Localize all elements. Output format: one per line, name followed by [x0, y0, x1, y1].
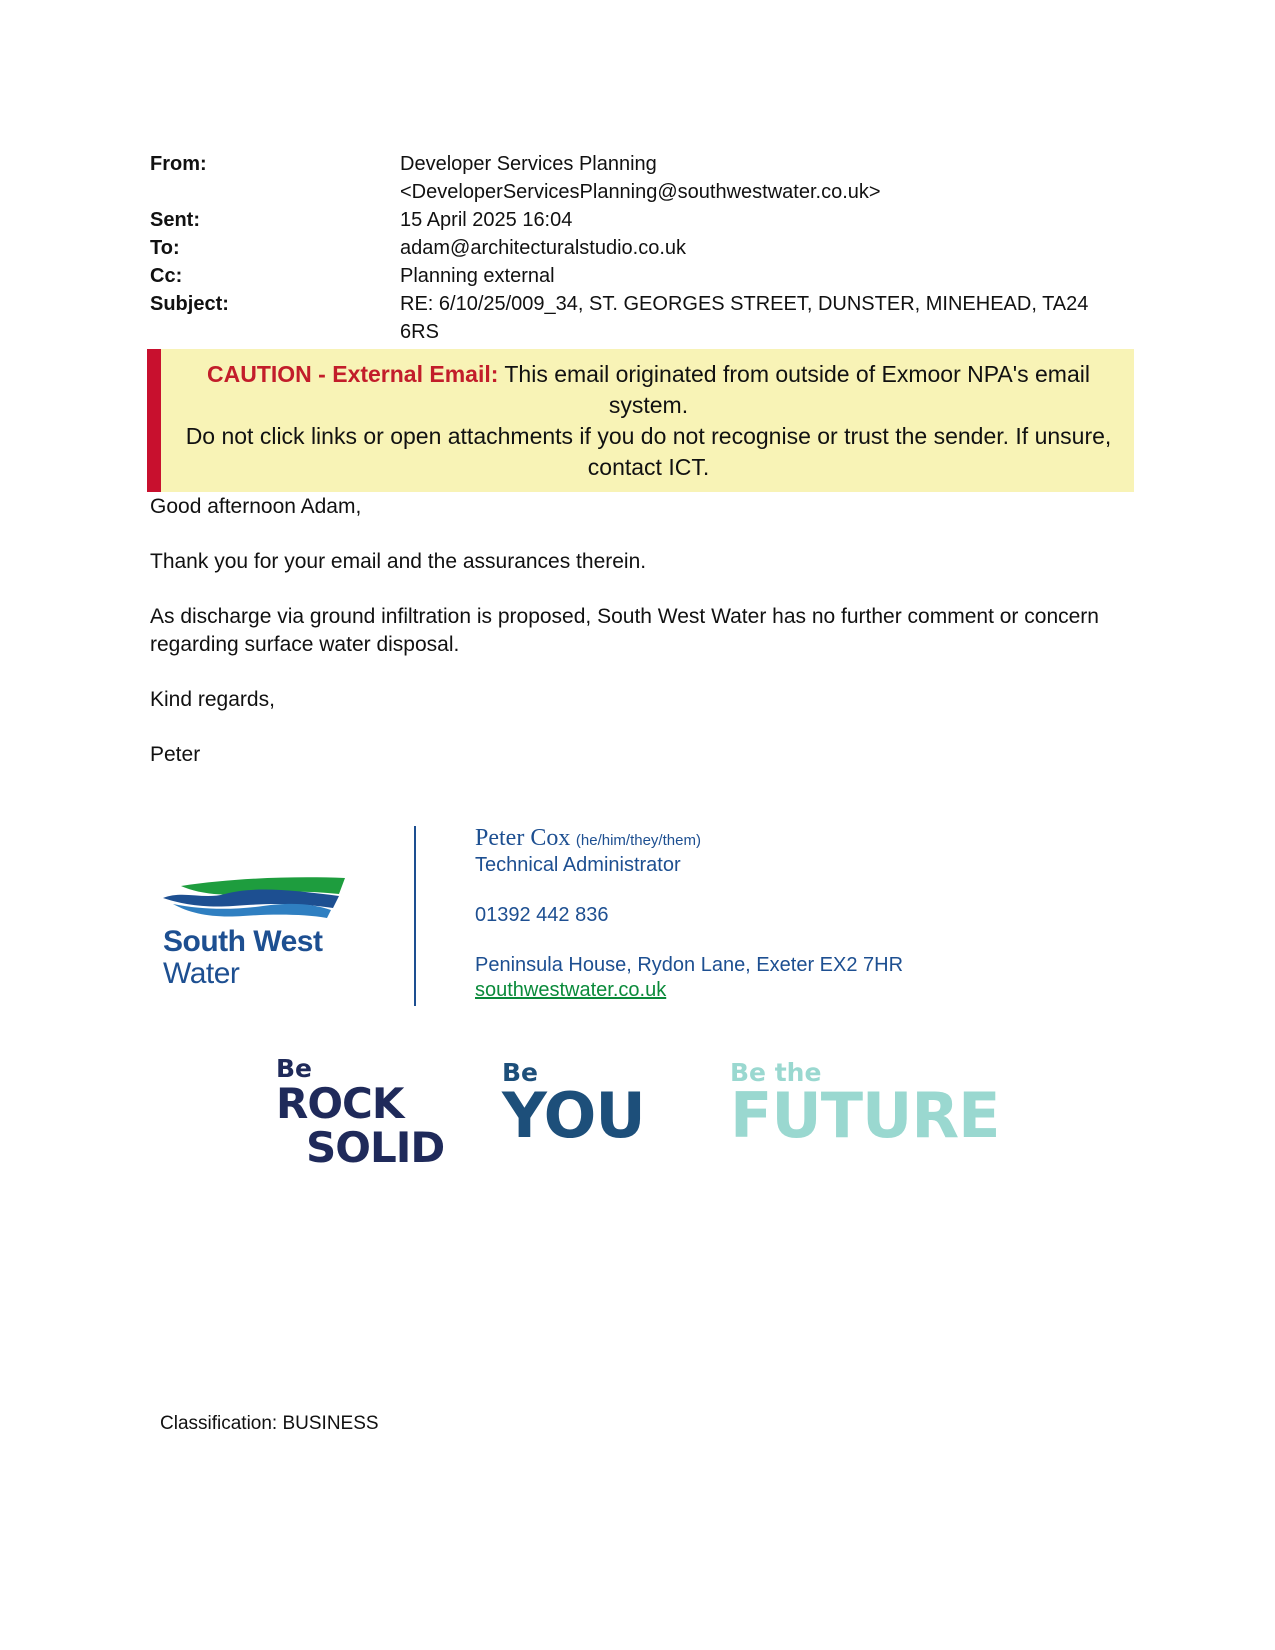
caution-accent-bar: [147, 349, 161, 492]
caution-line2: Do not click links or open attachments if you do not recognise or trust the sender. If unsure, contact ICT.: [185, 423, 1112, 480]
from-email[interactable]: <DeveloperServicesPlanning@southwestwater.co.uk>: [400, 181, 881, 203]
body-paragraph-1: Thank you for your email and the assurances therein.: [150, 550, 647, 573]
v1-line-1: ROCK: [276, 1079, 404, 1128]
south-west-water-logo: [163, 874, 348, 994]
subject-value: RE: 6/10/25/009_34, ST. GEORGES STREET, DUNSTER, MINEHEAD, TA24 6RS: [400, 293, 1089, 343]
caution-line1: This email originated from outside of Exmoor NPA's email system.: [498, 361, 1090, 418]
sent-value: 15 April 2025 16:04: [400, 209, 573, 231]
signature-pronouns: (he/him/they/them): [575, 832, 701, 849]
to-value[interactable]: adam@architecturalstudio.co.uk: [400, 237, 686, 259]
signature-address: Peninsula House, Rydon Lane, Exeter EX2 7HR: [475, 954, 904, 976]
caution-prefix: CAUTION - External Email:: [207, 361, 499, 387]
cc-row: [150, 262, 1130, 290]
from-value: [400, 150, 1130, 206]
external-email-caution-banner: [147, 349, 1134, 492]
body-paragraph-2: As discharge via ground infiltration is proposed, South West Water has no further comment or concern regarding surface water disposal.: [150, 605, 1099, 656]
email-header: [150, 150, 1130, 346]
be-the-future-logo: [730, 1058, 1000, 1152]
logo-line-1: South West: [163, 925, 323, 958]
signature-divider: [414, 826, 416, 1006]
signature-block: [475, 826, 903, 1003]
company-values-banner: [270, 1054, 1010, 1172]
signature-website-link[interactable]: southwestwater.co.uk: [475, 979, 667, 1001]
subject-row: [150, 290, 1130, 346]
signature-phone[interactable]: 01392 442 836: [475, 904, 609, 926]
v3-small: Be the: [730, 1058, 822, 1087]
signature-title: Technical Administrator: [475, 854, 681, 876]
to-row: [150, 234, 1130, 262]
sent-row: [150, 206, 1130, 234]
v1-small: Be: [276, 1054, 313, 1083]
be-you-logo: [502, 1058, 645, 1152]
signature-name-line: [475, 826, 903, 853]
wave-logo-icon: [163, 874, 348, 922]
v3-big: FUTURE: [730, 1079, 1000, 1152]
subject-label: Subject:: [150, 293, 229, 315]
caution-text: [173, 359, 1124, 483]
closing: Kind regards,: [150, 688, 275, 711]
cc-label: Cc:: [150, 265, 183, 287]
to-label: To:: [150, 237, 180, 259]
v2-small: Be: [502, 1058, 539, 1087]
sent-label: Sent:: [150, 209, 200, 231]
from-row: [150, 150, 1130, 206]
sign-off-name: Peter: [150, 743, 201, 766]
logo-line-2: Water: [163, 957, 240, 990]
classification-label: Classification: BUSINESS: [160, 1413, 379, 1434]
v2-big: YOU: [502, 1079, 645, 1152]
from-label: From:: [150, 153, 207, 175]
be-rock-solid-logo: [276, 1056, 444, 1170]
greeting: Good afternoon Adam,: [150, 495, 362, 518]
v1-line-2: SOLID: [306, 1123, 445, 1172]
logo-wordmark: [163, 926, 322, 990]
cc-value: Planning external: [400, 265, 555, 287]
from-name: Developer Services Planning: [400, 153, 657, 175]
email-body: [150, 493, 1110, 796]
signature-name: Peter Cox: [475, 825, 571, 851]
